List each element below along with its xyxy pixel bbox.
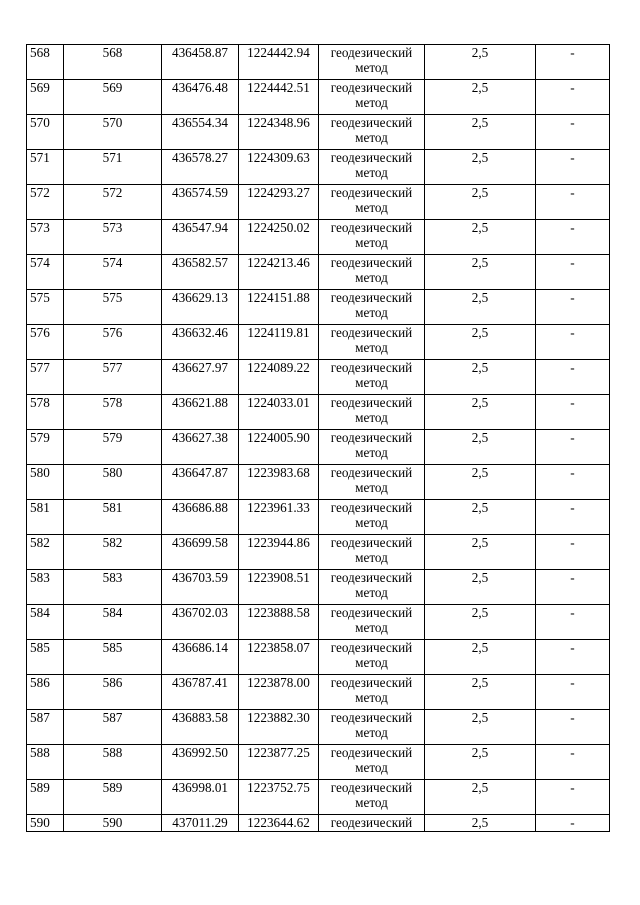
method-cell <box>319 220 425 255</box>
note-value: - <box>536 45 610 80</box>
coordinate-x: 436476.48 <box>162 80 239 115</box>
coordinate-x: 436702.03 <box>162 605 239 640</box>
method-cell <box>319 325 425 360</box>
row-number: 586 <box>27 675 64 710</box>
accuracy-value: 2,5 <box>425 325 536 360</box>
coordinate-y: 1223908.51 <box>239 570 319 605</box>
method-cell <box>319 780 425 815</box>
coordinate-y: 1223877.25 <box>239 745 319 780</box>
table-row <box>27 640 610 675</box>
note-value: - <box>536 465 610 500</box>
table-row <box>27 500 610 535</box>
point-number: 589 <box>64 780 162 815</box>
note-value: - <box>536 220 610 255</box>
coordinate-x: 436686.88 <box>162 500 239 535</box>
method-cell <box>319 675 425 710</box>
coordinate-y: 1223858.07 <box>239 640 319 675</box>
coordinate-x: 436647.87 <box>162 465 239 500</box>
note-value: - <box>536 255 610 290</box>
method-text: геодезический <box>330 675 413 690</box>
coordinate-x: 436547.94 <box>162 220 239 255</box>
accuracy-value: 2,5 <box>425 80 536 115</box>
point-number: 585 <box>64 640 162 675</box>
table-row <box>27 710 610 745</box>
accuracy-value: 2,5 <box>425 780 536 815</box>
row-number: 581 <box>27 500 64 535</box>
method-text: геодезический <box>330 150 413 165</box>
method-text-continued: метод <box>355 585 388 600</box>
row-number: 573 <box>27 220 64 255</box>
row-number: 583 <box>27 570 64 605</box>
coordinate-y: 1223944.86 <box>239 535 319 570</box>
row-number: 587 <box>27 710 64 745</box>
coordinate-y: 1224293.27 <box>239 185 319 220</box>
coordinate-x: 436699.58 <box>162 535 239 570</box>
method-cell <box>319 360 425 395</box>
point-number: 587 <box>64 710 162 745</box>
method-cell <box>319 570 425 605</box>
note-value: - <box>536 815 610 832</box>
point-number: 584 <box>64 605 162 640</box>
coordinate-y: 1223961.33 <box>239 500 319 535</box>
method-text: геодезический <box>330 45 413 60</box>
method-text: геодезический <box>330 325 413 340</box>
accuracy-value: 2,5 <box>425 290 536 325</box>
accuracy-value: 2,5 <box>425 115 536 150</box>
coordinate-y: 1224442.51 <box>239 80 319 115</box>
method-text-continued: метод <box>355 340 388 355</box>
coordinate-x: 436883.58 <box>162 710 239 745</box>
note-value: - <box>536 325 610 360</box>
method-text-continued: метод <box>355 690 388 705</box>
row-number: 578 <box>27 395 64 430</box>
accuracy-value: 2,5 <box>425 815 536 832</box>
method-text-continued: метод <box>355 445 388 460</box>
method-text: геодезический <box>330 115 413 130</box>
row-number: 577 <box>27 360 64 395</box>
note-value: - <box>536 500 610 535</box>
table-row <box>27 570 610 605</box>
row-number: 588 <box>27 745 64 780</box>
coordinate-y: 1223983.68 <box>239 465 319 500</box>
note-value: - <box>536 570 610 605</box>
method-cell <box>319 185 425 220</box>
coordinate-x: 436458.87 <box>162 45 239 80</box>
method-text-continued: метод <box>355 655 388 670</box>
method-text-continued: метод <box>355 200 388 215</box>
method-cell <box>319 430 425 465</box>
row-number: 590 <box>27 815 64 832</box>
coordinate-x: 436554.34 <box>162 115 239 150</box>
table-row <box>27 430 610 465</box>
method-cell <box>319 395 425 430</box>
coordinate-y: 1224213.46 <box>239 255 319 290</box>
row-number: 569 <box>27 80 64 115</box>
method-text-continued: метод <box>355 795 388 810</box>
method-text: геодезический <box>330 80 413 95</box>
row-number: 584 <box>27 605 64 640</box>
accuracy-value: 2,5 <box>425 150 536 185</box>
method-text-continued: метод <box>355 95 388 110</box>
coordinate-x: 436632.46 <box>162 325 239 360</box>
method-cell <box>319 535 425 570</box>
point-number: 576 <box>64 325 162 360</box>
coordinate-y: 1223888.58 <box>239 605 319 640</box>
coordinates-table <box>26 44 610 832</box>
row-number: 579 <box>27 430 64 465</box>
point-number: 580 <box>64 465 162 500</box>
method-cell <box>319 815 425 832</box>
point-number: 572 <box>64 185 162 220</box>
method-text: геодезический <box>330 185 413 200</box>
accuracy-value: 2,5 <box>425 360 536 395</box>
table-row <box>27 45 610 80</box>
note-value: - <box>536 185 610 220</box>
method-text-continued: метод <box>355 620 388 635</box>
point-number: 568 <box>64 45 162 80</box>
method-cell <box>319 710 425 745</box>
method-cell <box>319 465 425 500</box>
point-number: 575 <box>64 290 162 325</box>
point-number: 569 <box>64 80 162 115</box>
method-cell <box>319 150 425 185</box>
point-number: 590 <box>64 815 162 832</box>
coordinate-y: 1223644.62 <box>239 815 319 832</box>
row-number: 580 <box>27 465 64 500</box>
coordinate-y: 1224089.22 <box>239 360 319 395</box>
accuracy-value: 2,5 <box>425 710 536 745</box>
accuracy-value: 2,5 <box>425 465 536 500</box>
note-value: - <box>536 640 610 675</box>
coordinate-x: 436703.59 <box>162 570 239 605</box>
table-row <box>27 360 610 395</box>
note-value: - <box>536 605 610 640</box>
coordinate-y: 1224033.01 <box>239 395 319 430</box>
coordinate-x: 437011.29 <box>162 815 239 832</box>
accuracy-value: 2,5 <box>425 570 536 605</box>
accuracy-value: 2,5 <box>425 395 536 430</box>
point-number: 578 <box>64 395 162 430</box>
note-value: - <box>536 360 610 395</box>
coordinate-y: 1224250.02 <box>239 220 319 255</box>
coordinate-x: 436621.88 <box>162 395 239 430</box>
coordinate-x: 436998.01 <box>162 780 239 815</box>
method-text: геодезический <box>330 220 413 235</box>
table-row <box>27 80 610 115</box>
method-cell <box>319 745 425 780</box>
method-text: геодезический <box>330 605 413 620</box>
accuracy-value: 2,5 <box>425 745 536 780</box>
point-number: 581 <box>64 500 162 535</box>
method-cell <box>319 255 425 290</box>
coordinate-y: 1224442.94 <box>239 45 319 80</box>
method-text: геодезический <box>330 465 413 480</box>
table-row <box>27 150 610 185</box>
table-row <box>27 605 610 640</box>
accuracy-value: 2,5 <box>425 255 536 290</box>
method-text: геодезический <box>330 255 413 270</box>
method-cell <box>319 640 425 675</box>
row-number: 582 <box>27 535 64 570</box>
note-value: - <box>536 535 610 570</box>
coordinate-y: 1223882.30 <box>239 710 319 745</box>
method-text-continued: метод <box>355 760 388 775</box>
row-number: 570 <box>27 115 64 150</box>
point-number: 586 <box>64 675 162 710</box>
method-cell <box>319 605 425 640</box>
accuracy-value: 2,5 <box>425 185 536 220</box>
accuracy-value: 2,5 <box>425 430 536 465</box>
coordinate-y: 1224309.63 <box>239 150 319 185</box>
table-row <box>27 325 610 360</box>
row-number: 589 <box>27 780 64 815</box>
row-number: 585 <box>27 640 64 675</box>
accuracy-value: 2,5 <box>425 605 536 640</box>
method-text-continued: метод <box>355 60 388 75</box>
table-row <box>27 675 610 710</box>
table-row <box>27 290 610 325</box>
method-text: геодезический <box>330 815 413 830</box>
note-value: - <box>536 80 610 115</box>
table-row <box>27 115 610 150</box>
coordinate-x: 436629.13 <box>162 290 239 325</box>
method-text: геодезический <box>330 430 413 445</box>
coordinates-table-body <box>27 45 610 832</box>
accuracy-value: 2,5 <box>425 675 536 710</box>
note-value: - <box>536 745 610 780</box>
method-text-continued: метод <box>355 550 388 565</box>
coordinate-y: 1224348.96 <box>239 115 319 150</box>
method-text: геодезический <box>330 780 413 795</box>
method-text: геодезический <box>330 535 413 550</box>
method-text-continued: метод <box>355 515 388 530</box>
method-text-continued: метод <box>355 480 388 495</box>
note-value: - <box>536 710 610 745</box>
note-value: - <box>536 115 610 150</box>
table-row <box>27 185 610 220</box>
accuracy-value: 2,5 <box>425 640 536 675</box>
method-text: геодезический <box>330 745 413 760</box>
note-value: - <box>536 780 610 815</box>
method-text: геодезический <box>330 640 413 655</box>
table-row <box>27 255 610 290</box>
coordinate-y: 1223878.00 <box>239 675 319 710</box>
accuracy-value: 2,5 <box>425 500 536 535</box>
coordinate-x: 436787.41 <box>162 675 239 710</box>
row-number: 568 <box>27 45 64 80</box>
accuracy-value: 2,5 <box>425 535 536 570</box>
table-row <box>27 535 610 570</box>
coordinate-y: 1224151.88 <box>239 290 319 325</box>
coordinate-x: 436627.38 <box>162 430 239 465</box>
point-number: 570 <box>64 115 162 150</box>
point-number: 588 <box>64 745 162 780</box>
method-text-continued: метод <box>355 270 388 285</box>
table-row <box>27 220 610 255</box>
table-row <box>27 395 610 430</box>
note-value: - <box>536 675 610 710</box>
table-row <box>27 745 610 780</box>
coordinate-y: 1224005.90 <box>239 430 319 465</box>
row-number: 572 <box>27 185 64 220</box>
method-cell <box>319 80 425 115</box>
row-number: 571 <box>27 150 64 185</box>
coordinate-x: 436582.57 <box>162 255 239 290</box>
method-text: геодезический <box>330 360 413 375</box>
method-cell <box>319 115 425 150</box>
method-text-continued: метод <box>355 410 388 425</box>
accuracy-value: 2,5 <box>425 45 536 80</box>
coordinate-y: 1223752.75 <box>239 780 319 815</box>
method-text-continued: метод <box>355 725 388 740</box>
method-text: геодезический <box>330 710 413 725</box>
method-text-continued: метод <box>355 165 388 180</box>
coordinate-x: 436686.14 <box>162 640 239 675</box>
table-row <box>27 815 610 832</box>
method-text-continued: метод <box>355 235 388 250</box>
method-text-continued: метод <box>355 375 388 390</box>
row-number: 575 <box>27 290 64 325</box>
method-text: геодезический <box>330 395 413 410</box>
method-cell <box>319 290 425 325</box>
point-number: 577 <box>64 360 162 395</box>
coordinate-x: 436627.97 <box>162 360 239 395</box>
method-text-continued: метод <box>355 130 388 145</box>
point-number: 583 <box>64 570 162 605</box>
point-number: 571 <box>64 150 162 185</box>
note-value: - <box>536 395 610 430</box>
method-text: геодезический <box>330 570 413 585</box>
method-cell <box>319 500 425 535</box>
note-value: - <box>536 290 610 325</box>
row-number: 574 <box>27 255 64 290</box>
coordinate-y: 1224119.81 <box>239 325 319 360</box>
coordinate-x: 436992.50 <box>162 745 239 780</box>
method-text-continued: метод <box>355 305 388 320</box>
coordinate-x: 436574.59 <box>162 185 239 220</box>
point-number: 582 <box>64 535 162 570</box>
point-number: 574 <box>64 255 162 290</box>
row-number: 576 <box>27 325 64 360</box>
note-value: - <box>536 150 610 185</box>
method-text: геодезический <box>330 500 413 515</box>
accuracy-value: 2,5 <box>425 220 536 255</box>
coordinate-x: 436578.27 <box>162 150 239 185</box>
table-row <box>27 780 610 815</box>
method-cell <box>319 45 425 80</box>
point-number: 579 <box>64 430 162 465</box>
note-value: - <box>536 430 610 465</box>
point-number: 573 <box>64 220 162 255</box>
table-row <box>27 465 610 500</box>
method-text: геодезический <box>330 290 413 305</box>
